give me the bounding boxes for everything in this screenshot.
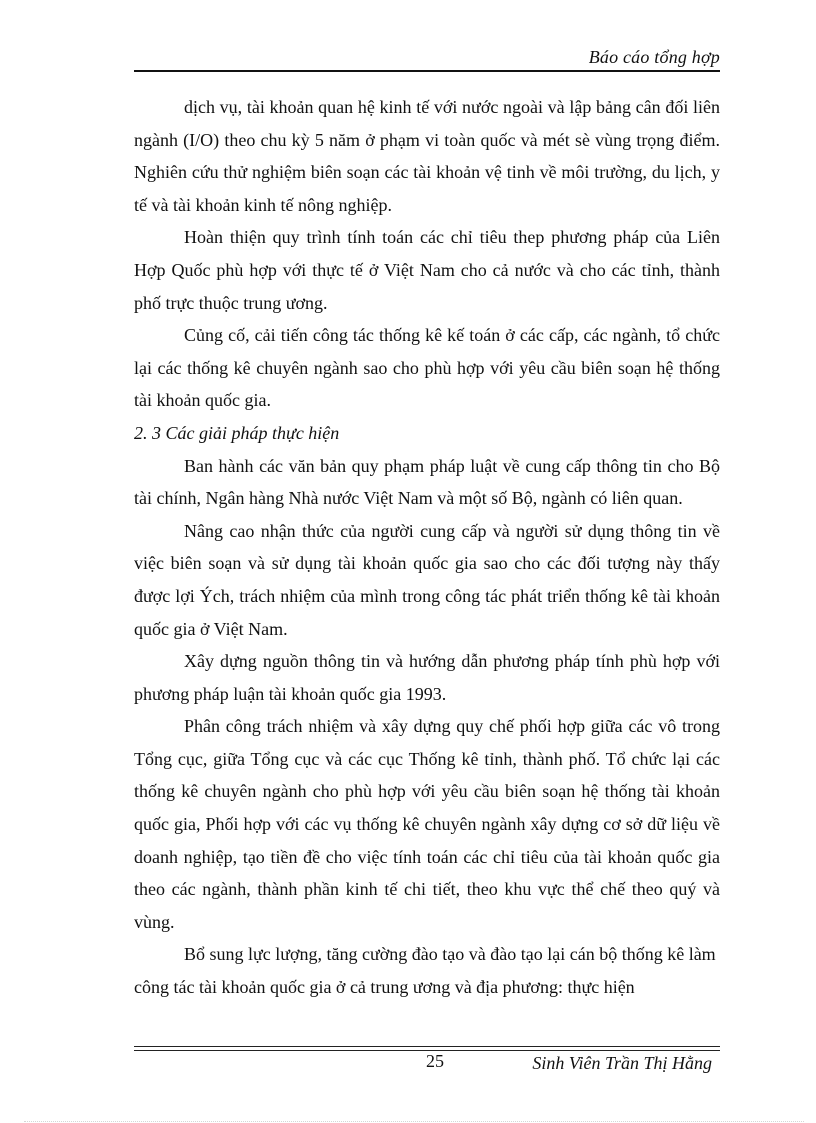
page-number: 25 [426,1051,444,1071]
header-divider [134,70,720,72]
footer-divider [134,1046,720,1047]
paragraph: Phân công trách nhiệm và xây dựng quy chế phối hợp giữa các vô trong Tổng cục, giữa Tổng cục và các cục Thống kê tỉnh, thành phố. Tổ chức lại các thống kê chuyên ngành cho phù hợp với yêu cầu biên soạn hệ thống tài khoản quốc gia, Phối hợp với các vụ thống kê chuyên ngành xây dựng cơ sở dữ liệu về doanh nghiệp, tạo tiền đề cho việc tính toán các chỉ tiêu của tài khoản quốc gia theo các ngành, thành phần kinh tế chi tiết, theo khu vực thể chế theo quý và vùng. [134,716,720,932]
paragraph: Xây dựng nguồn thông tin và hướng dẫn phương pháp tính phù hợp với phương pháp luận tài khoản quốc gia 1993. [134,651,720,704]
header-title: Báo cáo tổng hợp [588,47,720,67]
section-heading: 2. 3 Các giải pháp thực hiện [134,422,340,443]
paragraph: Bổ sung lực lượng, tăng cường đào tạo và đào tạo lại cán bộ thống kê làm công tác tài khoản quốc gia ở cả trung ương và địa phương: thực hiện [134,944,716,998]
document-body [134,91,720,1004]
paragraph: dịch vụ, tài khoản quan hệ kinh tế với nước ngoài và lập bảng cân đối liên ngành (I/O) theo chu kỳ 5 năm ở phạm vi toàn quốc và mét sè vùng trọng điểm. Nghiên cứu thử nghiệm biên soạn các tài khoản vệ tinh về môi trường, du lịch, y tế và tài khoản kinh tế nông nghiệp. [134,97,720,215]
paragraph: Nâng cao nhận thức của người cung cấp và người sử dụng thông tin về việc biên soạn và sử dụng tài khoản quốc gia sao cho các đối tượng này thấy được lợi Ých, trách nhiệm của mình trong công tác phát triển thống kê tài khoản quốc gia ở Việt Nam. [134,520,720,639]
paragraph: Hoàn thiện quy trình tính toán các chỉ tiêu thep phương pháp của Liên Hợp Quốc phù hợp với thực tế ở Việt Nam cho cả nước và cho các tỉnh, thành phố trực thuộc trung ương. [134,227,720,313]
paragraph: Củng cố, cải tiến công tác thống kê kế toán ở các cấp, các ngành, tổ chức lại các thống kê chuyên ngành sao cho phù hợp với yêu cầu biên soạn hệ thống tài khoản quốc gia. [134,325,720,411]
page-edge [24,1121,804,1122]
paragraph: Ban hành các văn bản quy phạm pháp luật về cung cấp thông tin cho Bộ tài chính, Ngân hàng Nhà nước Việt Nam và một số Bộ, ngành có liên quan. [134,455,720,509]
footer-author: Sinh Viên Trần Thị Hằng [532,1053,712,1073]
